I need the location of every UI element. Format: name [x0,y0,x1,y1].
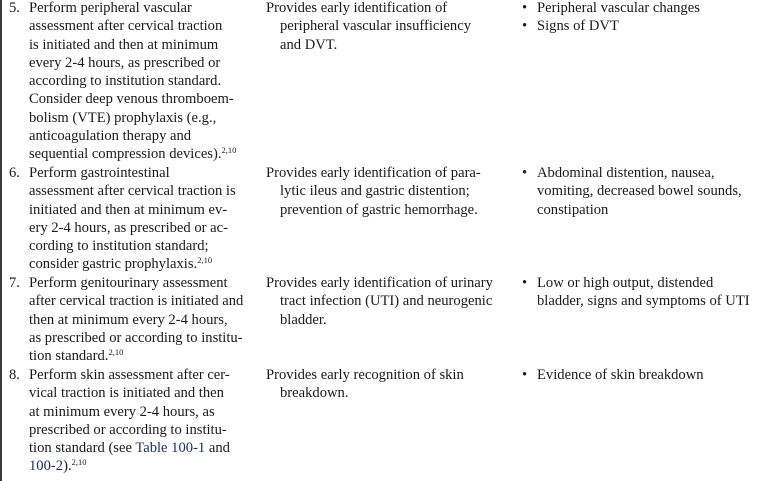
action-line: assessment after cervical traction is [29,183,236,200]
bullet-icon: • [522,165,528,181]
outcome-line: Evidence of skin breakdown [537,367,704,383]
rationale-line: prevention of gastric hemorrhage. [280,201,478,218]
action-line: as prescribed or according to institu- [29,329,243,346]
action-line: anticoagulation therapy and [29,128,192,145]
bullet-icon: • [522,18,528,35]
list-item [522,17,768,35]
list-item [522,164,768,219]
step-number: 7. [9,275,20,291]
action-line: vical traction is initiated and then [29,385,224,402]
outcome-line: vomiting, decreased bowel sounds, [537,183,742,200]
rationale-line: Provides early recognition of skin [266,367,464,383]
action-line: then at minimum every 2-4 hours, [29,311,228,328]
bullet-icon: • [522,367,528,383]
left-border-rule [0,0,2,481]
action-line: cording to institution standard; [29,238,209,255]
action-line: after cervical traction is initiated and [29,293,244,310]
action-text: tion standard (see [29,440,136,457]
outcome-line: Signs of DVT [537,18,619,35]
action-line: initiated and then at minimum ev- [29,201,228,218]
reference-superscript: 2,10 [108,347,124,358]
rationale-cell [266,366,516,403]
rationale-line: lytic ileus and gastric distention; [280,183,470,200]
step-number: 5. [9,0,20,16]
action-line: is initiated and then at minimum [29,36,219,53]
bullet-icon: • [522,0,528,16]
action-cell [29,366,251,476]
list-item [522,274,768,311]
action-line: bolism (VTE) prophylaxis (e.g., [29,109,217,126]
outcomes-cell [522,0,768,36]
action-cell [29,274,251,365]
outcome-line: Abdominal distention, nausea, [537,165,715,181]
rationale-cell [266,0,516,54]
rationale-line: bladder. [280,311,327,328]
action-text: consider gastric prophylaxis. [29,256,198,273]
rationale-line: Provides early identification of para- [266,165,481,181]
table-100-2-link[interactable]: 100-2 [29,458,64,475]
reference-superscript: 2,10 [71,457,87,468]
outcome-line: constipation [537,201,609,218]
action-cell [29,0,251,164]
outcome-line: bladder, signs and symptoms of UTI [537,293,750,310]
reference-superscript: 2,10 [197,255,213,266]
action-line: at minimum every 2-4 hours, as [29,403,215,420]
rationale-line: peripheral vascular insufficiency [280,18,471,35]
action-line: Consider deep venous thromboem- [29,91,234,108]
list-item [522,0,768,17]
rationale-cell [266,274,516,329]
rationale-line: tract infection (UTI) and neurogenic [280,293,493,310]
action-text: sequential compression devices). [29,146,222,163]
outcomes-cell [522,164,768,219]
rationale-line: and DVT. [280,36,338,53]
step-number: 6. [9,165,20,181]
action-line: Perform skin assessment after cer- [29,367,230,383]
rationale-line: breakdown. [280,385,349,402]
action-line-last [29,145,251,163]
action-text: and [205,440,230,457]
action-line: assessment after cervical traction [29,18,223,35]
action-text: ). [63,458,72,475]
bullet-icon: • [522,275,528,291]
step-number: 8. [9,367,20,383]
action-cell [29,164,251,274]
rationale-cell [266,164,516,219]
action-line-last [29,347,251,365]
outcome-line: Peripheral vascular changes [537,0,700,16]
action-line: prescribed or according to institu- [29,421,227,438]
rationale-line: Provides early identification of urinary [266,275,493,291]
action-line-last [29,255,251,273]
action-line: ery 2-4 hours, as prescribed or ac- [29,219,228,236]
rationale-line: Provides early identification of [266,0,448,16]
action-line: Perform gastrointestinal [29,165,170,181]
action-line: Perform peripheral vascular [29,0,192,16]
action-line-with-link [29,439,251,457]
outcomes-cell [522,274,768,311]
list-item [522,366,768,384]
reference-superscript: 2,10 [221,145,237,156]
table-100-1-link[interactable]: Table 100-1 [135,440,206,457]
action-line-last [29,457,251,475]
action-line: Perform genitourinary assessment [29,275,228,291]
action-text: tion standard. [29,348,109,365]
action-line: every 2-4 hours, as prescribed or [29,54,221,71]
action-line: according to institution standard. [29,73,222,90]
outcome-line: Low or high output, distended [537,275,714,291]
outcomes-cell [522,366,768,384]
